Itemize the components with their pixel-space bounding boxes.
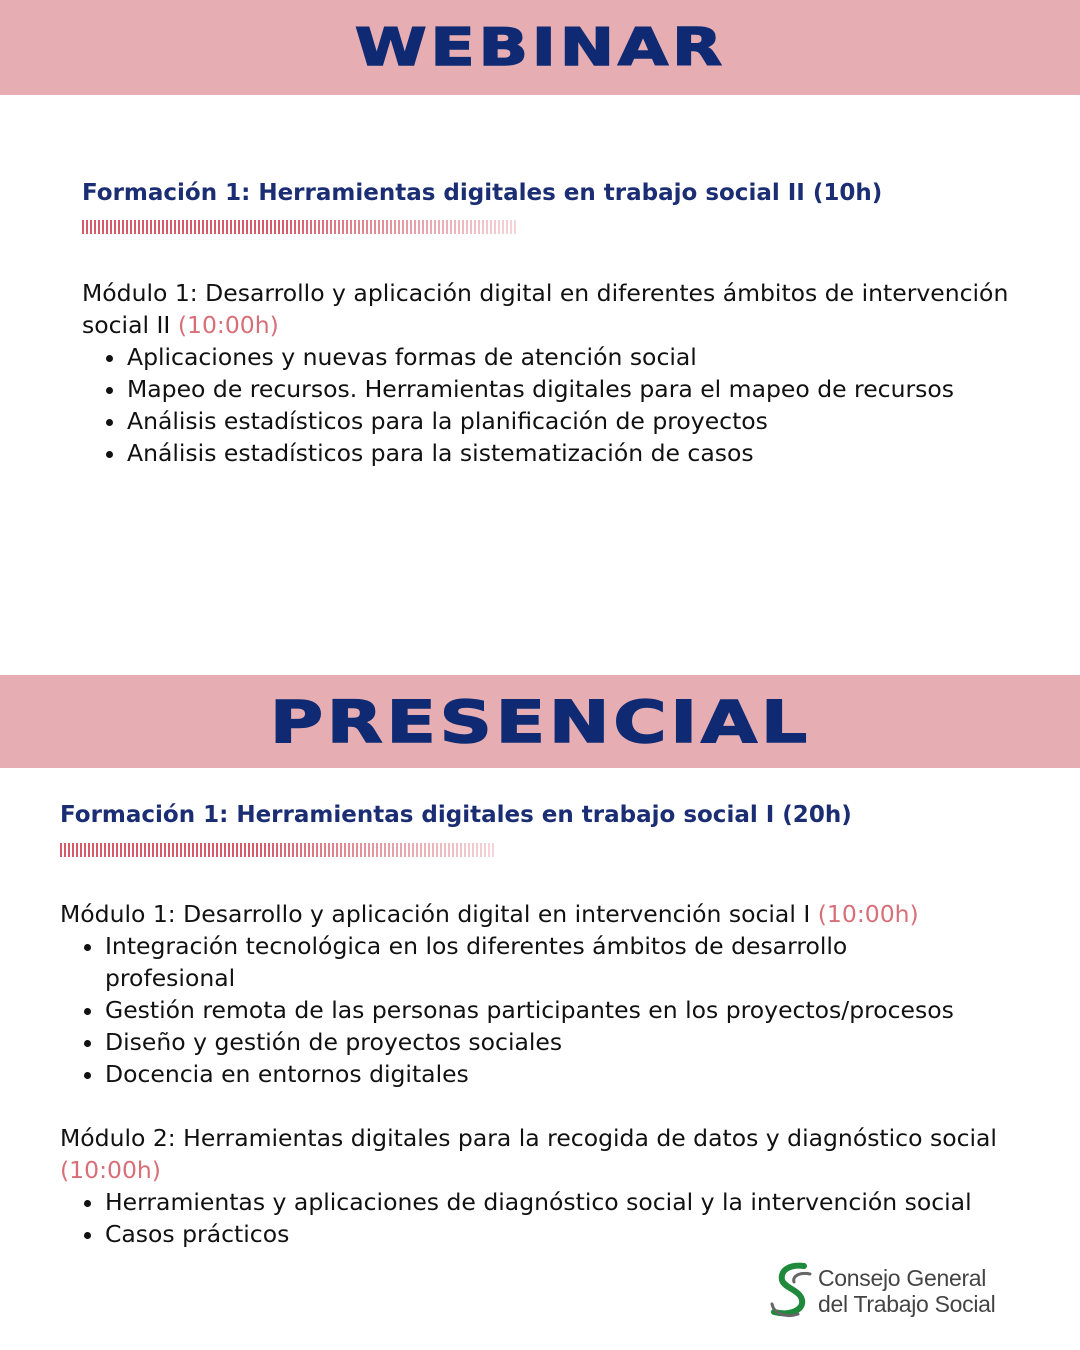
- list-item: • Mapeo de recursos. Herramientas digitales para el mapeo de recursos: [127, 373, 1042, 405]
- list-item: • Integración tecnológica en los diferentes ámbitos de desarrollo profesional: [105, 930, 1020, 994]
- module-topic-list: [82, 341, 1042, 469]
- module-heading: [60, 1122, 1020, 1186]
- presencial-module-2: [60, 1122, 1020, 1250]
- webinar-banner: [0, 0, 1080, 95]
- logo-line-2: del Trabajo Social: [818, 1291, 996, 1317]
- presencial-banner: [0, 675, 1080, 768]
- module-title: Módulo 2: Herramientas digitales para la recogida de datos y diagnóstico social: [60, 1124, 997, 1152]
- list-item: • Análisis estadísticos para la planificación de proyectos: [127, 405, 1042, 437]
- module-hours: (10:00h): [817, 900, 919, 928]
- module-hours: (10:00h): [177, 311, 279, 339]
- list-item: • Aplicaciones y nuevas formas de atención social: [127, 341, 1042, 373]
- list-item: • Gestión remota de las personas participantes en los proyectos/procesos: [105, 994, 1020, 1026]
- list-item: • Casos prácticos: [105, 1218, 1020, 1250]
- webinar-course-title: Formación 1: Herramientas digitales en trabajo social II (10h): [82, 180, 883, 206]
- logo-line-1: Consejo General: [818, 1265, 987, 1291]
- presencial-module-1: [60, 898, 1020, 1090]
- presencial-title-divider: [60, 843, 495, 857]
- presencial-course-title: Formación 1: Herramientas digitales en trabajo social I (20h): [60, 802, 852, 828]
- list-item: • Docencia en entornos digitales: [105, 1058, 1020, 1090]
- list-item: • Diseño y gestión de proyectos sociales: [105, 1026, 1020, 1058]
- webinar-heading: WEBINAR: [354, 17, 726, 78]
- module-title: Módulo 1: Desarrollo y aplicación digital en diferentes ámbitos de intervención social II: [82, 279, 1009, 339]
- module-topic-list: [60, 930, 1020, 1090]
- webinar-title-divider: [82, 220, 517, 234]
- logo-wordmark: [818, 1265, 995, 1317]
- cgts-s-logo-icon: [770, 1262, 814, 1320]
- module-title: Módulo 1: Desarrollo y aplicación digital en intervención social I: [60, 900, 811, 928]
- module-hours: (10:00h): [60, 1156, 161, 1184]
- presencial-heading: PRESENCIAL: [269, 687, 811, 756]
- module-heading: [60, 898, 1020, 930]
- webinar-module-1: [82, 277, 1042, 469]
- module-heading: [82, 277, 1042, 341]
- module-topic-list: [60, 1186, 1020, 1250]
- cgts-logo: [770, 1262, 995, 1320]
- list-item: • Análisis estadísticos para la sistematización de casos: [127, 437, 1042, 469]
- list-item: • Herramientas y aplicaciones de diagnóstico social y la intervención social: [105, 1186, 1020, 1218]
